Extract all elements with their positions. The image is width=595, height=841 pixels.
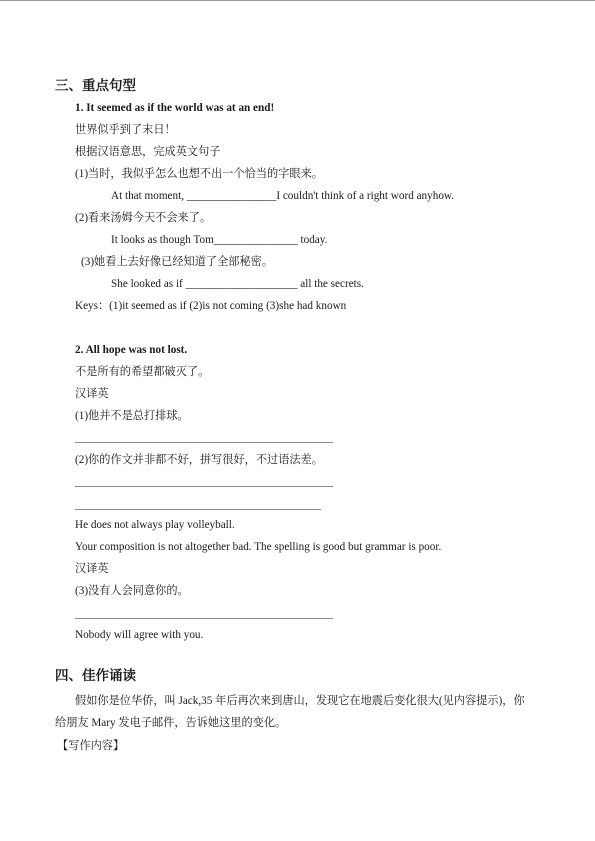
item-1-instruction: 根据汉语意思，完成英文句子 (75, 146, 221, 158)
section-3-heading: 三、重点句型 (55, 78, 136, 94)
item-2-answer-2: Your composition is not altogether bad. The spelling is good but grammar is poor. (75, 541, 442, 553)
page-top-border (0, 0, 595, 1)
item-2-question-1-chinese: (1)他并不是总打排球。 (75, 410, 189, 422)
item-2-answer-3: Nobody will agree with you. (75, 629, 204, 641)
answer-blank-line (75, 618, 333, 619)
item-1-question-3-chinese: (3)她看上去好像已经知道了全部秘密。 (81, 256, 274, 268)
item-2-title: 2. All hope was not lost. (75, 344, 188, 356)
item-1-question-2-chinese: (2)看来汤姆今天不会来了。 (75, 212, 212, 224)
section-4-paragraph: 假如你是位华侨，叫 Jack,35 年后再次来到唐山，发现它在地震后变化很大(见内容提示)，你给朋友 Mary 发电子邮件，告诉她这里的变化。 (55, 695, 525, 729)
answer-blank-line (75, 486, 333, 487)
writing-content-label: 【写作内容】 (57, 740, 125, 752)
item-2-answer-1: He does not always play volleyball. (75, 519, 235, 531)
section-4-heading: 四、佳作诵读 (55, 668, 136, 684)
item-1-question-1-english: At that moment, ________________I couldn't think of a right word anyhow. (111, 190, 455, 202)
item-2-instruction-2: 汉译英 (75, 563, 109, 575)
item-2-translation: 不是所有的希望都破灭了。 (75, 366, 210, 378)
item-1-answer-keys: Keys：(1)it seemed as if (2)is not coming (3)she had known (75, 300, 347, 312)
item-1-question-1-chinese: (1)当时，我似乎怎么也想不出一个恰当的字眼来。 (75, 168, 323, 180)
answer-blank-line (75, 509, 321, 510)
item-1-translation: 世界似乎到了末日！ (75, 124, 176, 136)
item-1-question-2-english: It looks as though Tom_______________ today. (111, 234, 328, 246)
item-2-question-2-chinese: (2)你的作文并非都不好，拼写很好，不过语法差。 (75, 454, 323, 466)
item-2-question-3-chinese: (3)没有人会同意你的。 (75, 585, 189, 597)
item-1-question-3-english: She looked as if ____________________ all the secrets. (111, 278, 364, 290)
item-2-instruction: 汉译英 (75, 388, 109, 400)
item-1-title: 1. It seemed as if the world was at an end! (75, 102, 275, 114)
answer-blank-line (75, 442, 333, 443)
